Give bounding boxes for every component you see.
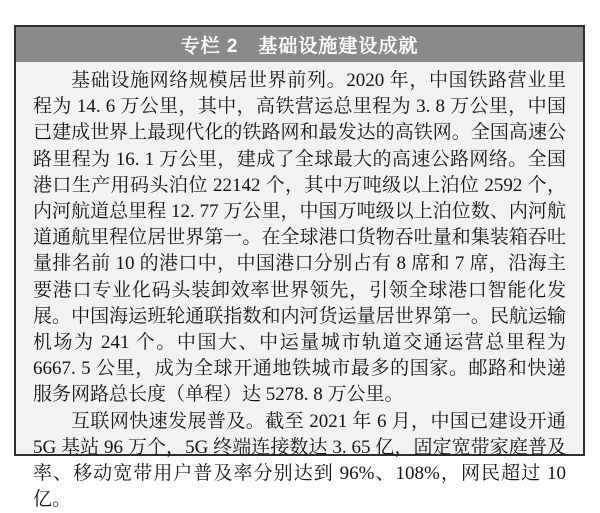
paragraph-infrastructure: 基础设施网络规模居世界前列。2020 年，中国铁路营业里程为 14. 6 万公里，其中，高铁营运总里程为 3. 8 万公里，中国已建成世界上最现代化的铁路网和最发达的高铁网。全国高速公路里程为 16. 1 万公里，建成了全球最大的高速公路网络。全国港口生产用码头泊位 22142 个，其中万吨级以上泊位 2592 个，内河航道总里程 12. 77 万公里，中国万吨级以上泊位数、内河航道通航里程位居世界第一。在全球港口货物吞吐量和集装箱吞吐量排名前 10 的港口中，中国港口分别占有 8 席和 7 席，沿海主要港口专业化码头装卸效率世界领先，引领全球港口智能化发展。中国海运班轮通联指数和内河货运量居世界第一。民航运输机场为 241 个。中国大、中运量城市轨道交通运营总里程为 6667. 5 公里，成为全球开通地铁城市最多的国家。邮路和快递服务网路总长度（单程）达 5278. 8 万公里。 xyxy=(33,70,566,406)
infobox-body xyxy=(16,62,583,513)
infobox-panel xyxy=(14,25,585,511)
infobox-header xyxy=(16,27,583,62)
paragraph-internet: 互联网快速发展普及。截至 2021 年 6 月，中国已建设开通 5G 基站 96 万个，5G 终端连接数达 3. 65 亿，固定宽带家庭普及率、移动宽带用户普及率分别达到 96%、108%，网民超过 10 亿。 xyxy=(33,410,566,511)
infobox-title: 专栏 2 基础设施建设成就 xyxy=(180,36,419,57)
